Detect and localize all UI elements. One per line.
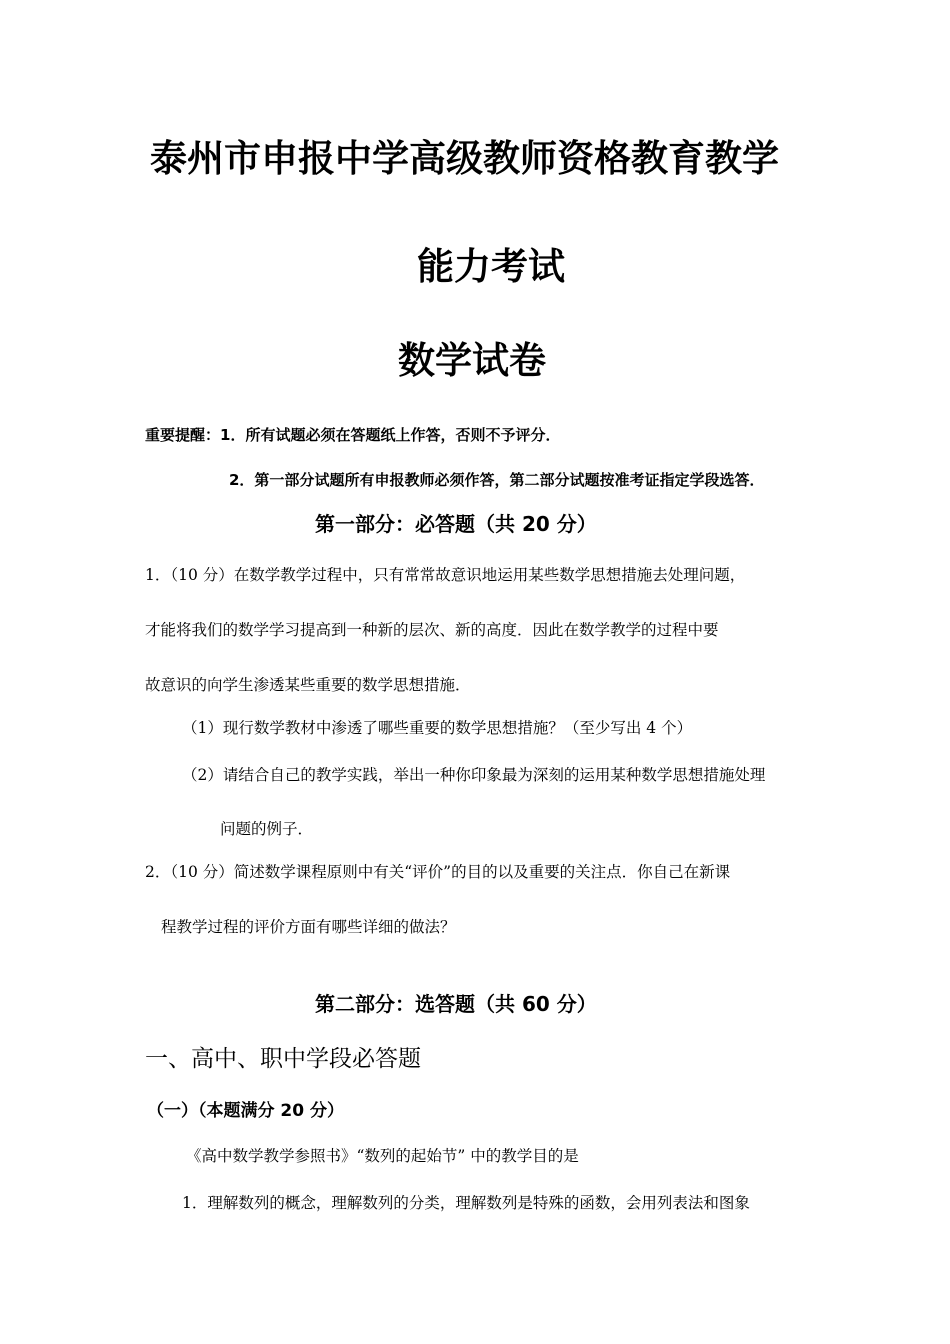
- q1-line-2: 才能将我们的数学学习提高到一种新的层次、新的高度．因此在数学教学的过程中要: [145, 621, 719, 639]
- reminder-line-1: 重要提醒：1．所有试题必须在答题纸上作答，否则不予评分．: [145, 426, 561, 444]
- sub1-heading: （一）（本题满分 20 分）: [147, 1101, 344, 1121]
- title-line-3: 数学试卷: [398, 339, 546, 382]
- reference-line: 《高中数学教学参照书》“数列的起始节” 中的教学目的是: [186, 1147, 579, 1165]
- title-line-1: 泰州市申报中学高级教师资格教育教学: [150, 137, 779, 180]
- reminder-line-2: 2．第一部分试题所有申报教师必须作答，第二部分试题按准考证指定学段选答．: [229, 471, 765, 489]
- section1-heading: 一、高中、职中学段必答题: [145, 1046, 421, 1072]
- q2-line-1: 2．（10 分）简述数学课程原则中有关“评价”的目的以及重要的关注点．你自己在新课: [145, 863, 731, 881]
- q1-line-3: 故意识的向学生渗透某些重要的数学思想措施．: [145, 676, 471, 694]
- part1-heading: 第一部分：必答题（共 20 分）: [315, 512, 597, 536]
- q1-sub2-line-2: 问题的例子．: [220, 820, 314, 838]
- q1-line-1: 1．（10 分）在数学教学过程中，只有常常故意识地运用某些数学思想措施去处理问题，: [145, 566, 746, 584]
- item1-line: 1．理解数列的概念，理解数列的分类，理解数列是特殊的函数，会用列表法和图象: [182, 1194, 750, 1212]
- q2-line-2: 程教学过程的评价方面有哪些详细的做法？: [161, 918, 456, 936]
- q1-sub2-line-1: （2）请结合自己的教学实践，举出一种你印象最为深刻的运用某种数学思想措施处理: [182, 766, 766, 784]
- part2-heading: 第二部分：选答题（共 60 分）: [315, 992, 597, 1016]
- q1-sub1: （1）现行数学教材中渗透了哪些重要的数学思想措施？（至少写出 4 个）: [182, 719, 693, 737]
- title-line-2: 能力考试: [417, 245, 565, 288]
